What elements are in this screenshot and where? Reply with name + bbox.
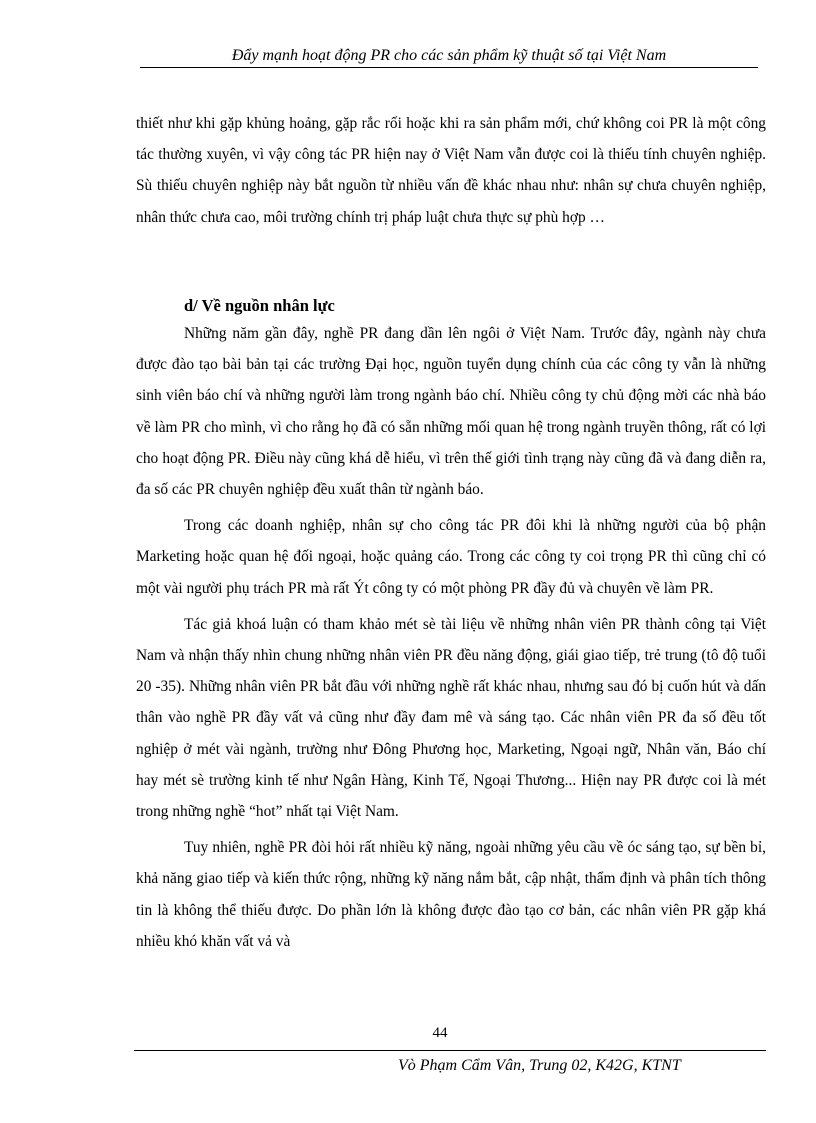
paragraph-2: Trong các doanh nghiệp, nhân sự cho công tác PR đôi khi là những người của bộ phận Marketing hoặc quan hệ đối ngoại, hoặc quảng cáo. Trong các công ty coi trọng PR thì cũng chỉ có một vài người phụ trách PR mà rất Ýt công ty có một phòng PR đầy đủ và chuyên về làm PR. — [136, 517, 766, 597]
intro-text — [136, 108, 766, 233]
paragraph-4: Tuy nhiên, nghề PR đòi hỏi rất nhiều kỹ năng, ngoài những yêu cầu về óc sáng tạo, sự bền bỉ, khả năng giao tiếp và kiến thức rộng, những kỹ năng nắm bắt, cập nhật, thẩm định và phân tích thông tin là không thể thiếu được. Do phần lớn là không được đào tạo cơ bản, các nhân viên PR gặp khá nhiều khó khăn vất vả và — [136, 839, 766, 950]
footer-author: Vò Phạm Cẩm Vân, Trung 02, K42G, KTNT — [398, 1057, 681, 1074]
paragraph-1: Những năm gần đây, nghề PR đang dần lên ngôi ở Việt Nam. Trước đây, ngành này chưa được đào tạo bài bản tại các trường Đại học, nguồn tuyển dụng chính của các công ty vẫn là những sinh viên báo chí và những người làm trong ngành báo chí. Nhiều công ty chủ động mời các nhà báo về làm PR cho mình, vì cho rằng họ đã có sẵn những mối quan hệ trong ngành truyền thông, rất có lợi cho hoạt động PR. Điều này cũng khá dễ hiểu, vì trên thế giới tình trạng này cũng đã và đang diễn ra, đa số các PR chuyên nghiệp đều xuất thân từ ngành báo. — [136, 325, 766, 499]
footer-divider — [134, 1050, 766, 1051]
paragraph-3: Tác giả khoá luận có tham khảo mét sè tài liệu về những nhân viên PR thành công tại Việt Nam và nhận thấy nhìn chung những nhân viên PR đều năng động, giái giao tiếp, trẻ trung (tô độ tuổi 20 -35). Những nhân viên PR bắt đầu với những nghề rất khác nhau, nhưng sau đó bị cuốn hút và dấn thân vào nghề PR đầy vất vả cũng như đầy đam mê và sáng tạo. Các nhân viên PR đa số đều tốt nghiệp ở mét vài ngành, trường như Đông Phương học, Marketing, Ngoại ngữ, Nhân văn, Báo chí hay mét sè trường kinh tế như Ngân Hàng, Kinh Tế, Ngoại Thương... Hiện nay PR được coi là mét trong những nghề “hot” nhất tại Việt Nam. — [136, 615, 766, 821]
section-body — [136, 318, 766, 957]
intro-paragraph: thiết như khi gặp khủng hoảng, gặp rắc rối hoặc khi ra sản phẩm mới, chứ không coi PR là một công tác thường xuyên, vì vậy công tác PR hiện nay ở Việt Nam vẫn được coi là thiếu tính chuyên nghiệp. Sù thiếu chuyên nghiệp này bắt nguồn từ nhiều vấn đề khác nhau như: nhân sự chưa chuyên nghiệp, nhân thức chưa cao, môi trường chính trị pháp luật chưa thực sự phù hợp … — [136, 115, 766, 226]
page-number: 44 — [432, 1025, 448, 1041]
section-title: d/ Về nguồn nhân lực — [184, 296, 335, 315]
header-divider — [140, 67, 758, 68]
page-header: Đẩy mạnh hoạt động PR cho các sản phẩm kỹ thuật số tại Việt Nam — [231, 47, 667, 64]
